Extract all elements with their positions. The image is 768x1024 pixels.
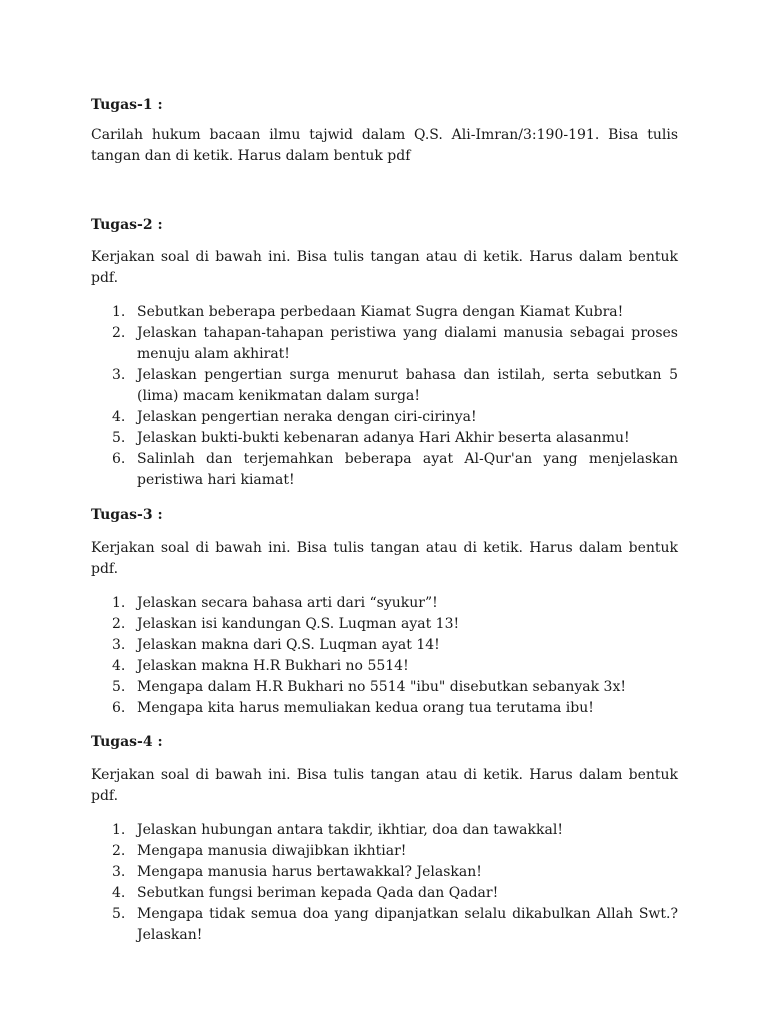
item-text: Jelaskan tahapan-tahapan peristiwa yang dialami manusia sebagai proses menuju alam akhirat! [137, 325, 678, 362]
section-title: Tugas-3 : [91, 507, 163, 523]
list-item [91, 677, 678, 698]
list-item [91, 407, 678, 428]
section-tugas-4 [91, 732, 678, 946]
item-number: 5. [112, 430, 126, 446]
item-number: 3. [112, 864, 126, 880]
item-number: 4. [112, 409, 126, 425]
item-number: 1. [112, 595, 126, 611]
item-text: Salinlah dan terjemahkan beberapa ayat Al-Qur'an yang menjelaskan peristiwa hari kiamat! [137, 451, 678, 488]
section-tugas-3 [91, 505, 678, 719]
item-text: Jelaskan makna H.R Bukhari no 5514! [137, 658, 409, 674]
item-text: Jelaskan pengertian neraka dengan ciri-cirinya! [137, 409, 477, 425]
item-text: Jelaskan hubungan antara takdir, ikhtiar, doa dan tawakkal! [137, 822, 563, 838]
item-text: Jelaskan pengertian surga menurut bahasa dan istilah, serta sebutkan 5 (lima) macam kenikmatan dalam surga! [137, 367, 678, 404]
item-number: 2. [112, 325, 126, 341]
item-number: 3. [112, 367, 126, 383]
item-text: Sebutkan fungsi beriman kepada Qada dan Qadar! [137, 885, 499, 901]
section-title: Tugas-4 : [91, 734, 163, 750]
item-number: 5. [112, 906, 126, 922]
section-intro: Kerjakan soal di bawah ini. Bisa tulis tangan atau di ketik. Harus dalam bentuk pdf. [91, 249, 678, 286]
item-text: Mengapa manusia harus bertawakkal? Jelaskan! [137, 864, 482, 880]
list-item [91, 841, 678, 862]
item-text: Jelaskan secara bahasa arti dari “syukur”! [137, 595, 438, 611]
item-text: Jelaskan makna dari Q.S. Luqman ayat 14! [137, 637, 440, 653]
list-item [91, 614, 678, 635]
list-item [91, 323, 678, 365]
item-number: 1. [112, 304, 126, 320]
section-tugas-2 [91, 215, 678, 491]
section-title: Tugas-2 : [91, 217, 163, 233]
list-item [91, 698, 678, 719]
list-item [91, 635, 678, 656]
list-item [91, 862, 678, 883]
task-list [91, 302, 678, 491]
item-number: 4. [112, 658, 126, 674]
item-number: 3. [112, 637, 126, 653]
list-item [91, 883, 678, 904]
item-text: Mengapa dalam H.R Bukhari no 5514 "ibu" disebutkan sebanyak 3x! [137, 679, 626, 695]
list-item [91, 656, 678, 677]
list-item [91, 593, 678, 614]
item-text: Mengapa kita harus memuliakan kedua orang tua terutama ibu! [137, 700, 594, 716]
section-intro: Kerjakan soal di bawah ini. Bisa tulis tangan atau di ketik. Harus dalam bentuk pdf. [91, 540, 678, 577]
item-text: Jelaskan isi kandungan Q.S. Luqman ayat 13! [137, 616, 460, 632]
item-number: 6. [112, 451, 126, 467]
item-number: 1. [112, 822, 126, 838]
item-number: 2. [112, 843, 126, 859]
item-number: 2. [112, 616, 126, 632]
section-intro: Carilah hukum bacaan ilmu tajwid dalam Q.S. Ali-Imran/3:190-191. Bisa tulis tangan dan di ketik. Harus dalam bentuk pdf [91, 127, 678, 164]
item-text: Sebutkan beberapa perbedaan Kiamat Sugra dengan Kiamat Kubra! [137, 304, 624, 320]
task-list [91, 820, 678, 946]
item-number: 6. [112, 700, 126, 716]
list-item [91, 904, 678, 946]
item-text: Mengapa tidak semua doa yang dipanjatkan selalu dikabulkan Allah Swt.? Jelaskan! [137, 906, 678, 943]
item-text: Mengapa manusia diwajibkan ikhtiar! [137, 843, 407, 859]
list-item [91, 820, 678, 841]
item-number: 5. [112, 679, 126, 695]
item-text: Jelaskan bukti-bukti kebenaran adanya Hari Akhir beserta alasanmu! [137, 430, 630, 446]
item-number: 4. [112, 885, 126, 901]
list-item [91, 449, 678, 491]
list-item [91, 365, 678, 407]
section-tugas-1 [91, 95, 678, 167]
list-item [91, 428, 678, 449]
list-item [91, 302, 678, 323]
section-intro: Kerjakan soal di bawah ini. Bisa tulis tangan atau di ketik. Harus dalam bentuk pdf. [91, 767, 678, 804]
task-list [91, 593, 678, 719]
section-title: Tugas-1 : [91, 97, 163, 113]
